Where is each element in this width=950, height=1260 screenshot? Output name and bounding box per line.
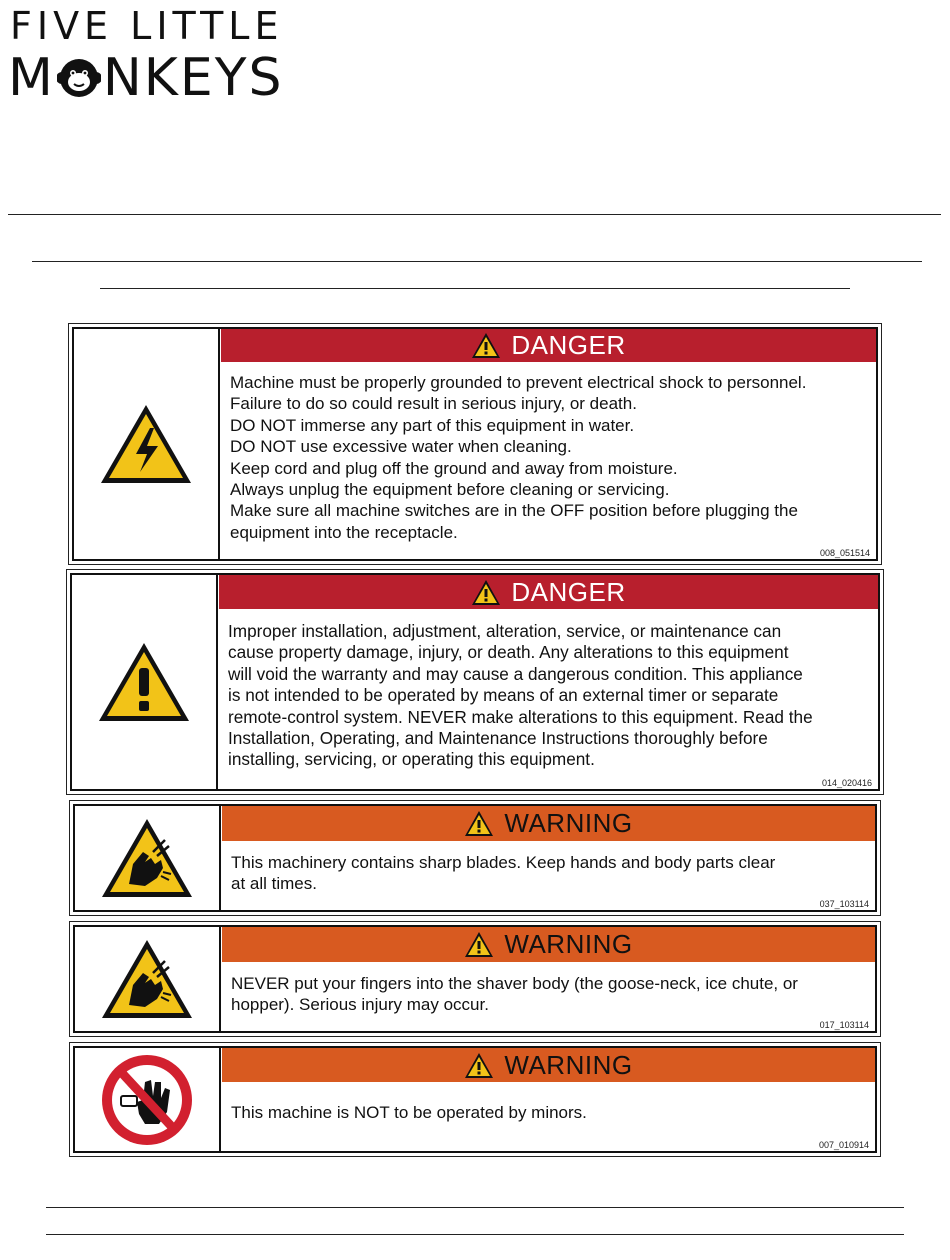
panel-body bbox=[228, 621, 870, 771]
icon-cell bbox=[75, 1048, 221, 1151]
header-label: DANGER bbox=[511, 330, 626, 360]
text-line: NEVER put your fingers into the shaver body (the goose-neck, ice chute, or bbox=[231, 974, 798, 993]
text-line: equipment into the receptacle. bbox=[230, 522, 458, 542]
icon-cell bbox=[75, 806, 221, 910]
label-code: 008_051514 bbox=[819, 548, 870, 558]
panel-header bbox=[222, 927, 875, 962]
electric-shock-warning-icon bbox=[98, 402, 194, 486]
divider-bottom-1 bbox=[46, 1207, 904, 1208]
text-line: installing, servicing, or operating this equipment. bbox=[228, 749, 595, 770]
icon-cell bbox=[74, 329, 220, 559]
text-line: Improper installation, adjustment, alteration, service, or maintenance can bbox=[228, 621, 782, 641]
icon-cell bbox=[72, 575, 218, 789]
text-line: Make sure all machine switches are in the OFF position before plugging the bbox=[230, 501, 798, 521]
divider-top-3 bbox=[100, 288, 850, 289]
header-label: WARNING bbox=[504, 929, 633, 959]
text-line: hopper). Serious injury may occur. bbox=[231, 995, 489, 1015]
label-code: 037_103114 bbox=[819, 899, 869, 909]
text-line: at all times. bbox=[231, 874, 317, 894]
no-minors-prohibition-icon bbox=[99, 1052, 195, 1148]
warning-triangle-icon bbox=[464, 1052, 494, 1079]
text-line: Failure to do so could result in serious injury, or death. bbox=[230, 394, 637, 414]
five-little-monkeys-logo bbox=[8, 6, 308, 106]
text-line: will void the warranty and may cause a dangerous condition. This appliance bbox=[228, 663, 803, 684]
logo-letters-nkeys: NKEYS bbox=[102, 48, 284, 108]
text-line: Always unplug the equipment before cleaning or servicing. bbox=[230, 480, 670, 500]
logo-letter-m: M bbox=[8, 48, 55, 108]
warning-triangle-icon bbox=[471, 332, 501, 359]
warning-panel-fingers bbox=[69, 921, 881, 1037]
text-line: DO NOT immerse any part of this equipment in water. bbox=[230, 415, 635, 435]
monkey-face-icon bbox=[57, 55, 101, 99]
label-code: 017_103114 bbox=[819, 1020, 869, 1030]
header-label: DANGER bbox=[511, 576, 626, 607]
divider-top-2 bbox=[32, 261, 922, 262]
text-line: cause property damage, injury, or death. Any alterations to this equipment bbox=[228, 642, 789, 663]
panel-header bbox=[222, 806, 875, 841]
panel-header bbox=[221, 329, 876, 362]
header-label: WARNING bbox=[504, 1049, 633, 1080]
text-line: remote-control system. NEVER make alterations to this equipment. Read the bbox=[228, 706, 813, 727]
danger-panel-electrical bbox=[68, 323, 882, 565]
panel-header bbox=[222, 1048, 875, 1082]
warning-triangle-icon bbox=[471, 579, 501, 606]
panel-header bbox=[219, 575, 878, 609]
header-label: WARNING bbox=[504, 808, 633, 838]
warning-panel-sharp-blades bbox=[69, 800, 881, 916]
panel-body bbox=[231, 1102, 867, 1123]
warning-triangle-icon bbox=[464, 810, 494, 837]
hand-cut-hazard-icon bbox=[99, 937, 195, 1021]
hand-cut-hazard-icon bbox=[99, 816, 195, 900]
label-code: 014_020416 bbox=[821, 778, 872, 788]
text-line: is not intended to be operated by means of an external timer or separate bbox=[228, 685, 779, 706]
label-code: 007_010914 bbox=[818, 1140, 869, 1150]
text-line: DO NOT use excessive water when cleaning. bbox=[230, 437, 572, 457]
divider-bottom-2 bbox=[46, 1234, 904, 1235]
panel-body bbox=[231, 973, 867, 1016]
text-line: This machine is NOT to be operated by minors. bbox=[231, 1103, 587, 1122]
text-line: This machinery contains sharp blades. Keep hands and body parts clear bbox=[231, 853, 776, 872]
panel-body bbox=[231, 852, 867, 895]
warning-triangle-icon bbox=[464, 931, 494, 958]
text-line: Keep cord and plug off the ground and away from moisture. bbox=[230, 458, 678, 478]
danger-panel-general bbox=[66, 569, 884, 795]
divider-top-1 bbox=[8, 214, 941, 215]
text-line: Machine must be properly grounded to prevent electrical shock to personnel. bbox=[230, 373, 807, 392]
logo-line-2 bbox=[8, 50, 284, 106]
text-line: Installation, Operating, and Maintenance Instructions thoroughly before bbox=[228, 728, 768, 749]
logo-line-1: FIVE LITTLE bbox=[10, 4, 284, 48]
icon-cell bbox=[75, 927, 221, 1031]
warning-panel-minors bbox=[69, 1042, 881, 1157]
panel-body bbox=[230, 372, 868, 543]
general-warning-icon bbox=[96, 640, 192, 724]
